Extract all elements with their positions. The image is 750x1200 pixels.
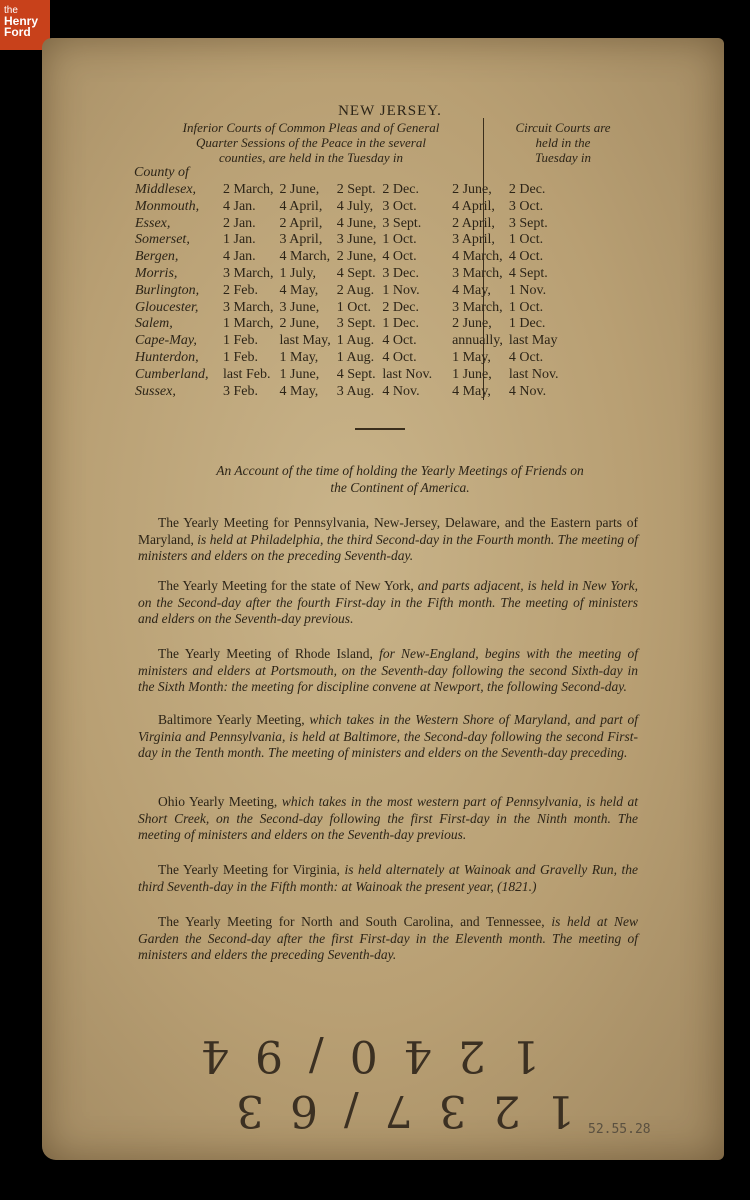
logo-ford: Ford bbox=[4, 25, 31, 39]
header-line: counties, are held in the Tuesday in bbox=[218, 150, 404, 165]
page-title: NEW JERSEY. bbox=[338, 103, 442, 119]
county-name: Hunterdon, bbox=[135, 349, 199, 365]
court-date: last May bbox=[508, 333, 558, 349]
table-row bbox=[132, 266, 562, 283]
column-gap bbox=[435, 316, 449, 333]
court-date: 3 Oct. bbox=[508, 198, 544, 214]
column-gap bbox=[435, 367, 449, 384]
court-date: 4 May, bbox=[279, 282, 319, 298]
court-date: 2 June, bbox=[336, 249, 377, 265]
paragraph-plain: Ohio Yearly Meeting, bbox=[158, 794, 282, 809]
court-date: 3 Oct. bbox=[382, 198, 417, 214]
paragraph-plain: The Yearly Meeting for Pennsylvania, New-Jersey, Delaware, and the Eastern parts of Maryland, bbox=[138, 515, 638, 547]
court-date: 3 April, bbox=[452, 232, 495, 248]
court-date: annually, bbox=[452, 333, 503, 349]
meetings-intro bbox=[140, 462, 660, 496]
table-row bbox=[132, 333, 562, 350]
court-date: 1 Dec. bbox=[382, 316, 419, 332]
county-name: Sussex, bbox=[135, 383, 176, 399]
court-date: 1 July, bbox=[279, 265, 316, 281]
inferior-courts-header bbox=[136, 120, 486, 165]
meeting-paragraph bbox=[138, 515, 638, 565]
paragraph-italic: is held at New Garden the Second-day after the first First-day in the Eleventh month. The meeting of ministers and elders the preceding Seventh-day. bbox=[138, 914, 638, 963]
court-date: 4 Sept. bbox=[336, 265, 376, 281]
table-row bbox=[132, 199, 562, 216]
county-name: Cape-May, bbox=[135, 333, 197, 349]
paragraph-italic: for New-England, begins with the meeting of ministers and elders at Portsmouth, on the Seventh-day following the second Sixth-day in the Sixth Month: the meeting for discipline convene at Newport, the following Second-day. bbox=[138, 646, 639, 695]
court-date: 1 June, bbox=[279, 366, 320, 382]
court-date: 4 Jan. bbox=[223, 249, 256, 265]
table-row bbox=[132, 316, 562, 333]
column-gap bbox=[435, 350, 449, 367]
table-row bbox=[132, 182, 562, 199]
column-gap bbox=[435, 266, 449, 283]
table-row bbox=[132, 384, 562, 401]
column-gap bbox=[435, 283, 449, 300]
table-row bbox=[132, 367, 562, 384]
court-date: 2 Dec. bbox=[382, 299, 419, 315]
logo-henry: Henry bbox=[4, 14, 39, 28]
court-date: 1 Feb. bbox=[223, 333, 258, 349]
court-date: 1 Aug. bbox=[336, 349, 375, 365]
table-row bbox=[132, 249, 562, 266]
intro-line: the Continent of America. bbox=[330, 480, 470, 495]
paragraph-plain: The Yearly Meeting for North and South Carolina, and Tennessee, bbox=[158, 914, 552, 929]
handwritten-number: 1 2 4 0 / 9 4 bbox=[195, 1030, 540, 1081]
court-date: 1 May, bbox=[452, 349, 491, 365]
court-date: 3 April, bbox=[279, 232, 323, 248]
court-date: 4 Oct. bbox=[382, 249, 417, 265]
column-gap bbox=[435, 199, 449, 216]
court-date: 2 April, bbox=[452, 215, 495, 231]
table-row bbox=[132, 232, 562, 249]
county-name: Bergen, bbox=[135, 249, 179, 265]
court-date: 1 Dec. bbox=[508, 316, 546, 332]
court-date: 3 June, bbox=[279, 299, 320, 315]
header-line: Circuit Courts are bbox=[515, 120, 611, 135]
county-name: Morris, bbox=[135, 265, 178, 281]
column-gap bbox=[435, 300, 449, 317]
meeting-paragraph bbox=[138, 862, 638, 895]
court-date: 2 Feb. bbox=[223, 282, 258, 298]
logo-small: the bbox=[4, 5, 18, 16]
court-date: 4 Oct. bbox=[508, 249, 544, 265]
court-date: 3 March, bbox=[223, 265, 274, 281]
court-date: 3 Aug. bbox=[336, 383, 375, 399]
court-date: 2 June, bbox=[452, 182, 492, 197]
paragraph-italic: which takes in the most western part of Pennsylvania, is held at Short Creek, on the Second-day following the first First-day in the Ninth month. The meeting of ministers and elders on the Seventh-day previous. bbox=[138, 794, 638, 843]
table-row bbox=[132, 350, 562, 367]
column-gap bbox=[435, 216, 449, 233]
county-name: Monmouth, bbox=[135, 198, 200, 214]
court-date: 2 Jan. bbox=[223, 215, 256, 231]
court-date: 3 March, bbox=[452, 299, 503, 315]
court-date: 3 June, bbox=[336, 232, 377, 248]
paragraph-plain: The Yearly Meeting of Rhode Island, bbox=[158, 646, 380, 661]
court-date: 2 June, bbox=[279, 316, 320, 332]
court-date: 1 Oct. bbox=[508, 232, 544, 248]
court-date: 2 June, bbox=[452, 316, 492, 332]
court-date: 4 April, bbox=[452, 198, 495, 214]
paragraph-plain: Baltimore Yearly Meeting, bbox=[158, 712, 310, 727]
court-date: 4 Oct. bbox=[508, 349, 544, 365]
column-gap bbox=[435, 232, 449, 249]
intro-line: An Account of the time of holding the Yearly Meetings of Friends on bbox=[216, 463, 584, 478]
meeting-paragraph bbox=[138, 578, 638, 628]
court-date: 4 Nov. bbox=[382, 383, 420, 399]
court-date: 2 Sept. bbox=[336, 182, 376, 197]
meeting-paragraph bbox=[138, 794, 638, 844]
court-date: 2 Aug. bbox=[336, 282, 375, 298]
county-name: Burlington, bbox=[135, 282, 200, 298]
court-date: 2 Dec. bbox=[508, 182, 546, 197]
handwritten-number: 1 2 3 7 / 6 3 bbox=[230, 1085, 575, 1136]
court-date: last Feb. bbox=[223, 366, 271, 382]
court-date: 4 Sept. bbox=[336, 366, 376, 382]
court-date: 2 March, bbox=[223, 182, 274, 197]
county-name: Cumberland, bbox=[135, 366, 209, 382]
accession-number: 52.55.28 bbox=[588, 1122, 651, 1137]
paragraph-plain: The Yearly Meeting for the state of New York, bbox=[158, 578, 418, 593]
county-name: Salem, bbox=[135, 316, 173, 332]
county-name: Gloucester, bbox=[135, 299, 199, 315]
table-row bbox=[132, 300, 562, 317]
court-date: 1 May, bbox=[279, 349, 319, 365]
column-gap bbox=[435, 249, 449, 266]
court-date: 4 July, bbox=[336, 198, 374, 214]
court-date: 4 Oct. bbox=[382, 349, 417, 365]
paragraph-italic: is held at Philadelphia, the third Second-day in the Fourth month. The meeting of ministers and elders on the preceding Seventh-day. bbox=[138, 531, 639, 564]
court-date: 2 June, bbox=[279, 182, 320, 197]
circuit-courts-header bbox=[488, 120, 638, 165]
court-date: 1 June, bbox=[452, 366, 492, 382]
ornament-divider bbox=[355, 428, 405, 436]
court-date: 4 Oct. bbox=[382, 333, 417, 349]
paragraph-italic: which takes in the Western Shore of Maryland, and part of Virginia and Pennsylvania, is held at Baltimore, the Second-day following the second First-day in the Tenth month. The meeting of ministers and elders on the Seventh-day preceding. bbox=[138, 712, 638, 761]
court-date: 4 March, bbox=[279, 249, 331, 265]
court-date: 1 Oct. bbox=[382, 232, 417, 248]
court-date: last Nov. bbox=[508, 366, 559, 382]
court-date: 3 Sept. bbox=[382, 215, 422, 231]
courts-table bbox=[132, 182, 562, 400]
court-date: 1 Oct. bbox=[336, 299, 371, 315]
court-date: 4 May, bbox=[452, 282, 491, 298]
paragraph-plain: The Yearly Meeting for Virginia, bbox=[158, 862, 345, 877]
court-date: 1 March, bbox=[223, 316, 274, 332]
court-date: 3 Feb. bbox=[223, 383, 258, 399]
court-date: 1 Aug. bbox=[336, 333, 375, 349]
court-date: last Nov. bbox=[382, 366, 433, 382]
paragraph-italic: is held alternately at Wainoak and Gravelly Run, the third Seventh-day in the Fifth month: at Wainoak the present year, (1821.) bbox=[138, 862, 638, 894]
meeting-paragraph bbox=[138, 712, 638, 762]
table-row bbox=[132, 283, 562, 300]
header-line: held in the bbox=[535, 135, 591, 150]
court-date: 1 Feb. bbox=[223, 349, 258, 365]
court-date: 1 Nov. bbox=[508, 282, 547, 298]
court-date: 4 April, bbox=[279, 198, 323, 214]
column-gap bbox=[435, 384, 449, 401]
header-line: Quarter Sessions of the Peace in the several bbox=[196, 135, 426, 150]
court-date: 3 March, bbox=[223, 299, 274, 315]
court-date: 1 Jan. bbox=[223, 232, 256, 248]
header-line: Tuesday in bbox=[535, 150, 591, 165]
meeting-paragraph bbox=[138, 914, 638, 964]
court-date: last May, bbox=[279, 333, 331, 349]
court-date: 1 Oct. bbox=[508, 299, 544, 315]
column-gap bbox=[435, 182, 449, 199]
court-date: 2 Dec. bbox=[382, 182, 419, 197]
paragraph-italic: and parts adjacent, is held in New York, on the Second-day after the fourth First-day in the Fifth month. The meeting of ministers and elders on the Seventh-day previous. bbox=[138, 578, 638, 627]
county-header: County of bbox=[134, 165, 189, 180]
court-date: 3 Sept. bbox=[508, 215, 548, 231]
court-date: 3 March, bbox=[452, 265, 503, 281]
county-name: Somerset, bbox=[135, 232, 190, 248]
county-name: Middlesex, bbox=[135, 182, 197, 197]
header-line: Inferior Courts of Common Pleas and of General bbox=[182, 120, 440, 135]
meeting-paragraph bbox=[138, 646, 638, 696]
court-date: 4 March, bbox=[452, 249, 503, 265]
court-date: 1 Nov. bbox=[382, 282, 420, 298]
court-date: 4 June, bbox=[336, 215, 377, 231]
court-date: 3 Dec. bbox=[382, 265, 419, 281]
court-date: 4 May, bbox=[452, 383, 491, 399]
county-name: Essex, bbox=[135, 215, 171, 231]
court-date: 2 April, bbox=[279, 215, 323, 231]
court-date: 4 Nov. bbox=[508, 383, 547, 399]
court-date: 4 Sept. bbox=[508, 265, 548, 281]
court-date: 3 Sept. bbox=[336, 316, 376, 332]
table-row bbox=[132, 216, 562, 233]
column-gap bbox=[435, 333, 449, 350]
court-date: 4 May, bbox=[279, 383, 319, 399]
court-date: 4 Jan. bbox=[223, 198, 256, 214]
